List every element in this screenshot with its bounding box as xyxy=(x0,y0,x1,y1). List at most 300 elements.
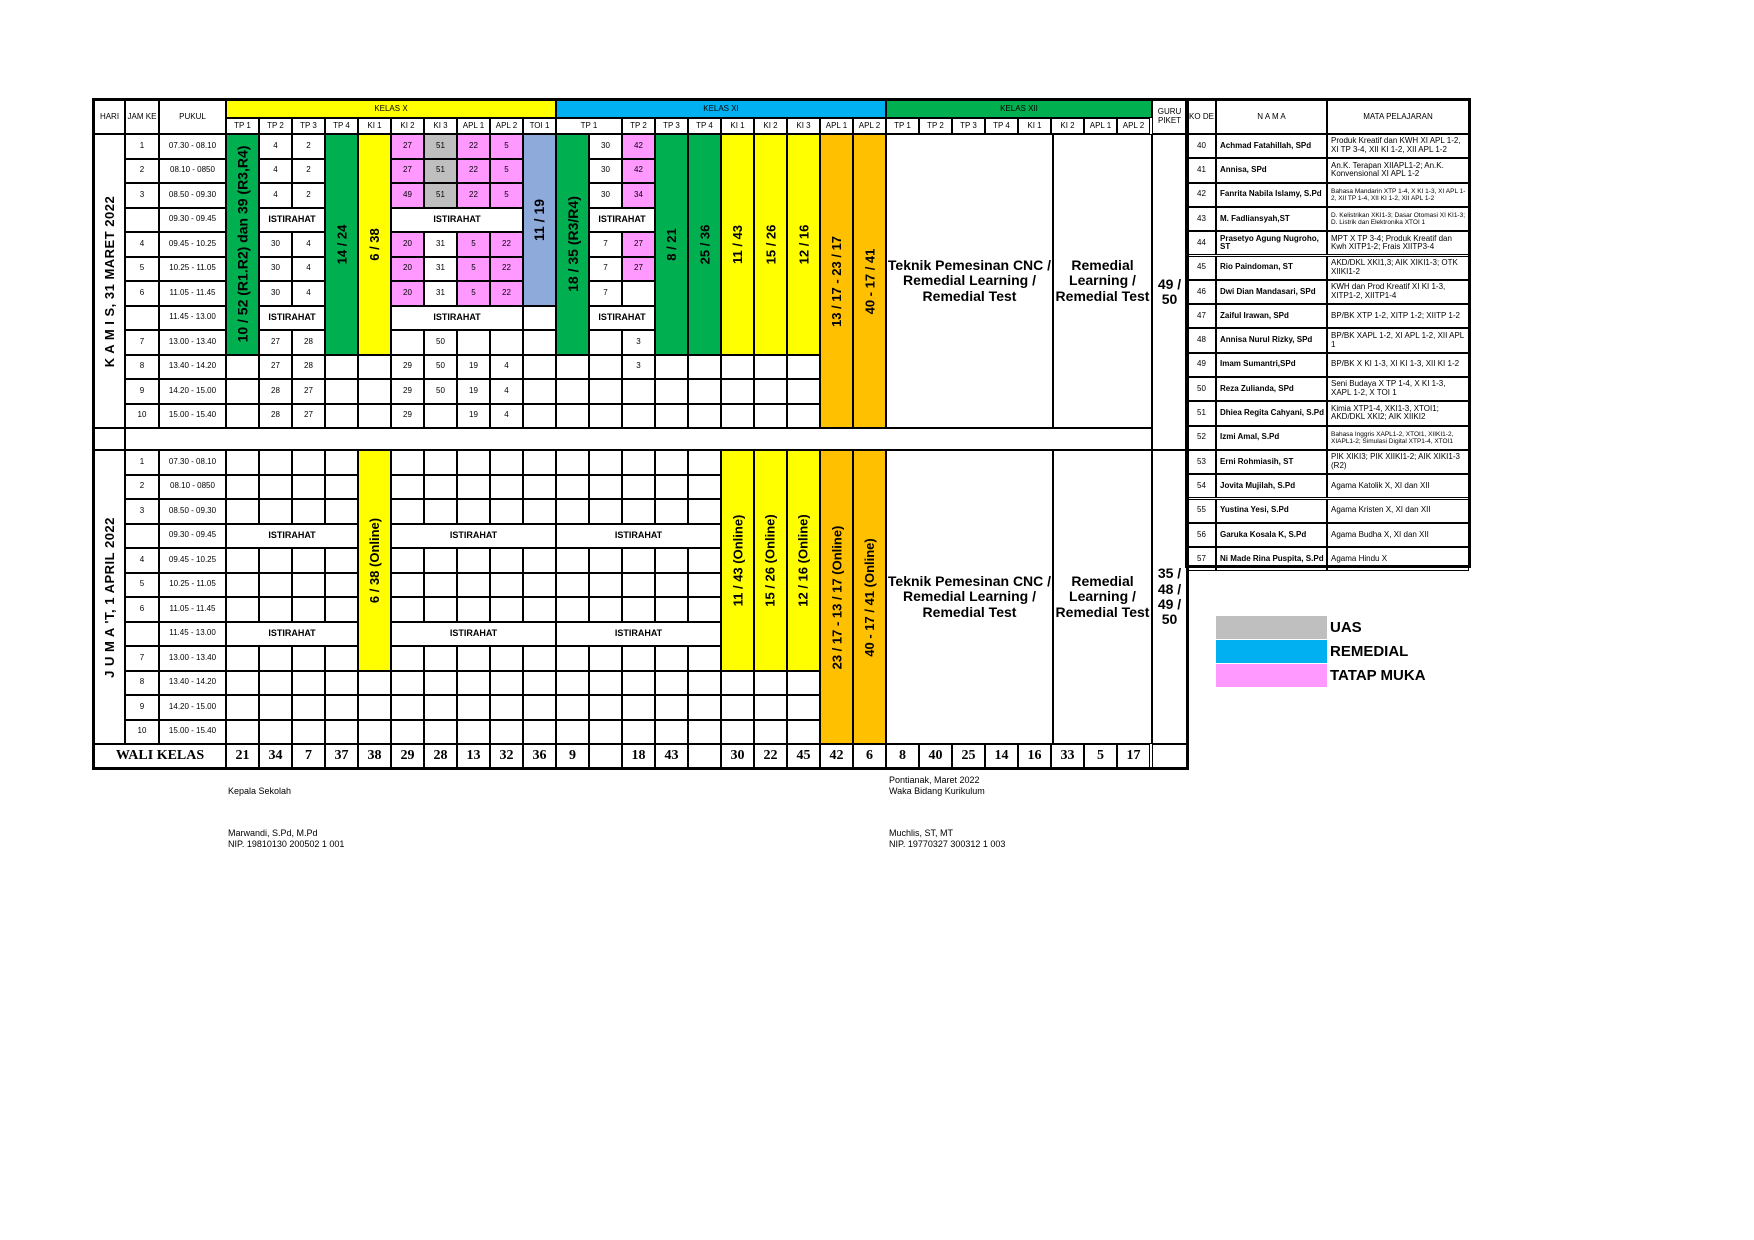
slot-value: 50 xyxy=(424,379,457,404)
vertical-block xyxy=(853,134,886,428)
slot-cell xyxy=(556,695,589,720)
vertical-block xyxy=(721,450,754,671)
slot-cell xyxy=(787,695,820,720)
slot-cell xyxy=(259,646,292,671)
slot-cell xyxy=(589,671,622,696)
wali-kelas-value: 30 xyxy=(721,744,754,768)
slot-cell xyxy=(391,646,424,671)
pukul-cell: 09.45 - 10.25 xyxy=(159,232,226,257)
staff-nama: Imam Sumantri,SPd xyxy=(1216,353,1327,377)
class-header: TOI 1 xyxy=(523,118,556,134)
slot-value xyxy=(457,330,490,355)
pukul-cell: 13.00 - 13.40 xyxy=(159,330,226,355)
slot-value xyxy=(622,404,655,429)
slot-cell xyxy=(391,695,424,720)
slot-cell xyxy=(226,695,259,720)
staff-nama: Rio Paindoman, ST xyxy=(1216,256,1327,280)
istirahat-label: ISTIRAHAT xyxy=(391,306,523,331)
slot-cell xyxy=(622,499,655,524)
slot-cell xyxy=(424,475,457,500)
vertical-block-label: 18 / 35 (R3/R4) xyxy=(564,196,581,293)
slot-cell xyxy=(589,720,622,745)
slot-cell xyxy=(787,404,820,429)
slot-value: 5 xyxy=(490,159,523,184)
jam-cell: 7 xyxy=(125,330,159,355)
class-header: TP 3 xyxy=(655,118,688,134)
slot-value xyxy=(589,330,622,355)
slot-cell xyxy=(325,379,358,404)
vertical-block xyxy=(226,134,259,355)
jam-cell: 9 xyxy=(125,379,159,404)
staff-mapel: Bahasa Mandarin XTP 1-4, X KI 1-3, XI APL 1-2, XII TP 1-4, XII KI 1-2, XII APL 1-2 xyxy=(1327,183,1469,207)
slot-cell xyxy=(358,355,391,380)
slot-cell xyxy=(787,720,820,745)
staff-nama: Ni Made Rina Puspita, S.Pd xyxy=(1216,547,1327,571)
wali-kelas-value: 5 xyxy=(1084,744,1117,768)
class-header: KI 1 xyxy=(1018,118,1051,134)
staff-mapel: Agama Hindu X xyxy=(1327,547,1469,571)
vertical-block xyxy=(688,134,721,355)
slot-cell xyxy=(490,450,523,475)
slot-cell xyxy=(457,720,490,745)
class-header: TP 3 xyxy=(952,118,985,134)
slot-cell xyxy=(622,720,655,745)
kepala-sekolah-title: Kepala Sekolah xyxy=(228,786,292,796)
slot-value: 4 xyxy=(490,355,523,380)
slot-cell xyxy=(424,450,457,475)
slot-cell xyxy=(391,720,424,745)
xii-cnc-block: Teknik Pemesinan CNC / Remedial Learning / Remedial Test xyxy=(886,450,1053,744)
vertical-block-label: 6 / 38 xyxy=(367,227,382,261)
slot-value: 3 xyxy=(622,355,655,380)
slot-cell xyxy=(490,695,523,720)
vertical-block xyxy=(853,450,886,744)
vertical-block xyxy=(820,450,853,744)
vertical-block-label: 15 / 26 (Online) xyxy=(763,514,779,607)
slot-value: 5 xyxy=(490,134,523,159)
slot-cell xyxy=(490,597,523,622)
slot-cell xyxy=(754,379,787,404)
slot-cell xyxy=(457,573,490,598)
slot-value: 7 xyxy=(589,232,622,257)
jam-cell: 10 xyxy=(125,720,159,745)
slot-cell xyxy=(655,379,688,404)
header-kode: KO DE xyxy=(1187,100,1216,134)
slot-cell xyxy=(622,597,655,622)
class-header: TP 4 xyxy=(985,118,1018,134)
staff-mapel: BP/BK XTP 1-2, XITP 1-2; XIITP 1-2 xyxy=(1327,304,1469,328)
staff-mapel: Bahasa Inggris XAPL1-2, XTOI1, XIIKI1-2, XIAPL1-2; Simulasi Digital XTP1-4, XTOI1 xyxy=(1327,426,1469,450)
slot-value: 2 xyxy=(292,159,325,184)
vertical-block xyxy=(556,134,589,355)
slot-cell xyxy=(754,404,787,429)
istirahat-label: ISTIRAHAT xyxy=(589,208,655,233)
slot-cell xyxy=(688,671,721,696)
slot-cell xyxy=(655,475,688,500)
slot-cell xyxy=(259,548,292,573)
vertical-block xyxy=(655,134,688,355)
slot-cell xyxy=(622,548,655,573)
slot-cell xyxy=(556,720,589,745)
slot-cell xyxy=(622,671,655,696)
header-kelas-x: KELAS X xyxy=(226,100,556,118)
pukul-cell: 15.00 - 15.40 xyxy=(159,720,226,745)
slot-cell xyxy=(259,720,292,745)
vertical-block-label: 23 / 17 - 13 / 17 (Online) xyxy=(829,525,844,669)
slot-cell xyxy=(688,450,721,475)
staff-kode: 55 xyxy=(1187,499,1216,523)
slot-value: 28 xyxy=(259,404,292,429)
slot-cell xyxy=(688,597,721,622)
staff-nama: Izmi Amal, S.Pd xyxy=(1216,426,1327,450)
vertical-block xyxy=(94,134,125,428)
slot-cell xyxy=(358,404,391,429)
staff-nama: Dhiea Regita Cahyani, S.Pd xyxy=(1216,401,1327,425)
slot-cell xyxy=(523,306,556,331)
slot-cell xyxy=(424,646,457,671)
slot-cell xyxy=(787,671,820,696)
class-header: KI 2 xyxy=(754,118,787,134)
staff-nama: Annisa, SPd xyxy=(1216,158,1327,182)
slot-value: 7 xyxy=(589,281,622,306)
class-header: APL 1 xyxy=(820,118,853,134)
jam-cell: 9 xyxy=(125,695,159,720)
vertical-block xyxy=(787,450,820,671)
slot-cell xyxy=(226,573,259,598)
slot-cell xyxy=(754,671,787,696)
slot-cell xyxy=(490,671,523,696)
istirahat-label: ISTIRAHAT xyxy=(556,622,721,647)
slot-cell xyxy=(325,573,358,598)
class-header: KI 2 xyxy=(391,118,424,134)
slot-cell xyxy=(523,573,556,598)
pukul-cell: 13.40 - 14.20 xyxy=(159,671,226,696)
staff-kode: 45 xyxy=(1187,256,1216,280)
slot-value: 4 xyxy=(259,134,292,159)
pukul-cell: 15.00 - 15.40 xyxy=(159,404,226,429)
slot-cell xyxy=(457,475,490,500)
slot-cell xyxy=(226,355,259,380)
wali-kelas-value: 14 xyxy=(985,744,1018,768)
slot-value: 34 xyxy=(622,183,655,208)
slot-value: 4 xyxy=(259,159,292,184)
staff-mapel: MPT X TP 3-4; Produk Kreatif dan Kwh XITP1-2; Frais XIITP3-4 xyxy=(1327,231,1469,255)
slot-cell xyxy=(688,548,721,573)
class-header: APL 1 xyxy=(457,118,490,134)
wali-kelas-value: 45 xyxy=(787,744,820,768)
slot-cell xyxy=(424,548,457,573)
slot-cell xyxy=(259,499,292,524)
staff-kode: 47 xyxy=(1187,304,1216,328)
slot-cell xyxy=(589,597,622,622)
jam-cell: 6 xyxy=(125,281,159,306)
wali-kelas-value: 33 xyxy=(1051,744,1084,768)
staff-mapel: Agama Budha X, XI dan XII xyxy=(1327,523,1469,547)
slot-value: 3 xyxy=(622,330,655,355)
slot-cell xyxy=(556,646,589,671)
vertical-block xyxy=(358,134,391,355)
slot-cell xyxy=(226,597,259,622)
slot-cell xyxy=(226,404,259,429)
legend-swatch xyxy=(1216,664,1327,687)
slot-cell xyxy=(325,499,358,524)
wali-kelas-label: WALI KELAS xyxy=(94,744,226,768)
slot-cell xyxy=(424,720,457,745)
slot-cell xyxy=(325,646,358,671)
kepala-sekolah-nip: NIP. 19810130 200502 1 001 xyxy=(228,839,345,849)
slot-cell xyxy=(292,450,325,475)
slot-cell xyxy=(523,475,556,500)
pukul-cell: 09.30 - 09.45 xyxy=(159,208,226,233)
slot-cell xyxy=(457,548,490,573)
xii-cnc-block: Teknik Pemesinan CNC / Remedial Learning / Remedial Test xyxy=(886,134,1053,428)
slot-value: 31 xyxy=(424,281,457,306)
slot-value: 27 xyxy=(292,404,325,429)
slot-cell xyxy=(325,450,358,475)
slot-cell xyxy=(688,646,721,671)
istirahat-label: ISTIRAHAT xyxy=(259,208,325,233)
vertical-block-label: 10 / 52 (R1.R2) dan 39 (R3,R4) xyxy=(234,145,251,343)
staff-mapel: An.K. Terapan XIIAPL1-2; An.K. Konvensional XI APL 1-2 xyxy=(1327,158,1469,182)
slot-value: 27 xyxy=(391,159,424,184)
staff-mapel: BP/BK X KI 1-3, XI KI 1-3, XII KI 1-2 xyxy=(1327,353,1469,377)
slot-value: 19 xyxy=(457,404,490,429)
slot-cell xyxy=(358,671,391,696)
slot-cell xyxy=(226,379,259,404)
istirahat-label: ISTIRAHAT xyxy=(391,622,556,647)
slot-cell xyxy=(490,720,523,745)
class-header: TP 4 xyxy=(325,118,358,134)
vertical-block-label: 40 - 17 / 41 (Online) xyxy=(862,537,877,657)
wali-kelas-value xyxy=(688,744,721,768)
slot-value: 29 xyxy=(391,404,424,429)
slot-value: 20 xyxy=(391,281,424,306)
slot-cell xyxy=(226,475,259,500)
staff-kode: 40 xyxy=(1187,134,1216,158)
slot-value xyxy=(490,330,523,355)
slot-value: 30 xyxy=(259,232,292,257)
slot-value xyxy=(424,404,457,429)
slot-cell xyxy=(259,671,292,696)
legend-swatch xyxy=(1216,616,1327,639)
slot-value xyxy=(391,330,424,355)
slot-value: 30 xyxy=(589,183,622,208)
slot-cell xyxy=(589,548,622,573)
vertical-block-label: K A M I S, 31 MARET 2022 xyxy=(102,195,118,367)
slot-cell xyxy=(226,450,259,475)
class-header: TP 4 xyxy=(688,118,721,134)
staff-nama: Achmad Fatahillah, SPd xyxy=(1216,134,1327,158)
wali-kelas-value: 7 xyxy=(292,744,325,768)
wali-kelas-value: 32 xyxy=(490,744,523,768)
slot-value: 22 xyxy=(490,257,523,282)
slot-cell xyxy=(754,695,787,720)
staff-mapel: AKD/DKL XKI1,3; AIK XIKI1-3; OTK XIIKI1-2 xyxy=(1327,256,1469,280)
staff-kode: 54 xyxy=(1187,474,1216,498)
waka-kurikulum-name: Muchlis, ST, MT xyxy=(889,828,954,838)
pukul-cell: 11.05 - 11.45 xyxy=(159,281,226,306)
staff-nama: Annisa Nurul Rizky, SPd xyxy=(1216,328,1327,352)
istirahat-label: ISTIRAHAT xyxy=(391,524,556,549)
slot-value: 31 xyxy=(424,232,457,257)
staff-kode: 52 xyxy=(1187,426,1216,450)
vertical-block-label: 6 / 38 (Online) xyxy=(367,517,382,603)
slot-cell xyxy=(226,499,259,524)
vertical-block-label: 12 / 16 xyxy=(796,224,812,265)
guru-piket-day1: 49 / 50 xyxy=(1152,134,1187,450)
slot-cell xyxy=(721,355,754,380)
slot-value: 4 xyxy=(490,379,523,404)
slot-cell xyxy=(556,573,589,598)
slot-cell xyxy=(688,695,721,720)
slot-cell xyxy=(292,720,325,745)
vertical-block xyxy=(820,134,853,428)
staff-mapel: D. Kelistrikan XKI1-3; Dasar Otomasi XI KI1-3; D. Listrik dan Elektronika XTOI 1 xyxy=(1327,207,1469,231)
slot-value xyxy=(589,404,622,429)
staff-mapel: KWH dan Prod Kreatif XI KI 1-3, XITP1-2, XIITP1-4 xyxy=(1327,280,1469,304)
slot-cell xyxy=(391,475,424,500)
slot-cell xyxy=(292,475,325,500)
slot-cell xyxy=(622,475,655,500)
header-mapel: MATA PELAJARAN xyxy=(1327,100,1469,134)
slot-cell xyxy=(655,450,688,475)
pukul-cell: 14.20 - 15.00 xyxy=(159,379,226,404)
vertical-block-label: J U M A 'T, 1 APRIL 2022 xyxy=(102,516,118,678)
slot-value: 50 xyxy=(424,355,457,380)
slot-value: 22 xyxy=(490,281,523,306)
staff-kode: 46 xyxy=(1187,280,1216,304)
wali-kelas-value xyxy=(589,744,622,768)
staff-kode: 44 xyxy=(1187,231,1216,255)
slot-cell xyxy=(523,597,556,622)
slot-value xyxy=(589,355,622,380)
slot-value: 28 xyxy=(292,355,325,380)
slot-cell xyxy=(259,695,292,720)
slot-value xyxy=(589,379,622,404)
slot-cell xyxy=(292,548,325,573)
class-header: APL 2 xyxy=(1117,118,1150,134)
slot-value: 29 xyxy=(391,379,424,404)
staff-kode: 57 xyxy=(1187,547,1216,571)
slot-cell xyxy=(358,720,391,745)
slot-cell xyxy=(556,450,589,475)
wali-kelas-value: 16 xyxy=(1018,744,1051,768)
slot-cell xyxy=(688,475,721,500)
jam-cell: 5 xyxy=(125,257,159,282)
slot-cell xyxy=(688,573,721,598)
slot-cell xyxy=(325,671,358,696)
staff-nama: Yustina Yesi, S.Pd xyxy=(1216,499,1327,523)
vertical-block xyxy=(523,134,556,306)
pukul-cell: 07.30 - 08.10 xyxy=(159,134,226,159)
vertical-block xyxy=(325,134,358,355)
pukul-cell: 11.45 - 13.00 xyxy=(159,306,226,331)
wali-kelas-value: 6 xyxy=(853,744,886,768)
staff-nama: M. Fadliansyah,ST xyxy=(1216,207,1327,231)
legend-label: TATAP MUKA xyxy=(1330,667,1426,684)
slot-cell xyxy=(457,450,490,475)
slot-value: 51 xyxy=(424,134,457,159)
slot-cell xyxy=(358,379,391,404)
slot-cell xyxy=(523,671,556,696)
class-header: TP 1 xyxy=(226,118,259,134)
slot-cell xyxy=(457,671,490,696)
slot-value: 19 xyxy=(457,355,490,380)
header-guru-piket: GURU PIKET xyxy=(1152,100,1187,134)
staff-kode: 48 xyxy=(1187,328,1216,352)
vertical-block-label: 8 / 21 xyxy=(664,227,679,261)
slot-cell xyxy=(655,573,688,598)
jam-cell xyxy=(125,524,159,549)
slot-value: 4 xyxy=(490,404,523,429)
slot-value: 30 xyxy=(259,257,292,282)
class-header: TP 2 xyxy=(622,118,655,134)
slot-cell xyxy=(325,355,358,380)
class-header: TP 3 xyxy=(292,118,325,134)
slot-value: 22 xyxy=(457,159,490,184)
slot-cell xyxy=(655,720,688,745)
header-kelas-xi: KELAS XI xyxy=(556,100,886,118)
guru-piket-day2: 35 / 48 / 49 / 50 xyxy=(1152,450,1187,744)
wali-kelas-value: 38 xyxy=(358,744,391,768)
slot-cell xyxy=(556,671,589,696)
vertical-block xyxy=(358,450,391,671)
istirahat-label: ISTIRAHAT xyxy=(391,208,523,233)
slot-cell xyxy=(556,499,589,524)
vertical-block xyxy=(754,450,787,671)
vertical-block-label: 25 / 36 xyxy=(697,224,713,265)
slot-value: 27 xyxy=(391,134,424,159)
slot-cell xyxy=(292,695,325,720)
slot-cell xyxy=(424,695,457,720)
slot-cell xyxy=(556,475,589,500)
slot-cell xyxy=(523,499,556,524)
kepala-sekolah-name: Marwandi, S.Pd, M.Pd xyxy=(228,828,318,838)
slot-cell xyxy=(523,695,556,720)
slot-cell xyxy=(226,720,259,745)
slot-cell xyxy=(655,646,688,671)
pukul-cell: 08.50 - 09.30 xyxy=(159,183,226,208)
slot-cell xyxy=(292,646,325,671)
wali-kelas-value: 21 xyxy=(226,744,259,768)
staff-nama: Erni Rohmiasih, ST xyxy=(1216,450,1327,474)
pukul-cell: 14.20 - 15.00 xyxy=(159,695,226,720)
slot-value: 22 xyxy=(457,183,490,208)
slot-cell xyxy=(754,720,787,745)
wali-kelas-value: 43 xyxy=(655,744,688,768)
slot-value: 51 xyxy=(424,183,457,208)
staff-kode: 53 xyxy=(1187,450,1216,474)
pukul-cell: 09.30 - 09.45 xyxy=(159,524,226,549)
pukul-cell: 09.45 - 10.25 xyxy=(159,548,226,573)
slot-cell xyxy=(787,379,820,404)
slot-cell xyxy=(292,597,325,622)
vertical-block-label: 15 / 26 xyxy=(763,224,779,265)
pukul-cell: 07.30 - 08.10 xyxy=(159,450,226,475)
staff-nama: Reza Zulianda, SPd xyxy=(1216,377,1327,401)
slot-cell xyxy=(721,695,754,720)
slot-cell xyxy=(490,646,523,671)
wali-kelas-value: 8 xyxy=(886,744,919,768)
header-hari: HARI xyxy=(94,100,125,134)
jam-cell: 1 xyxy=(125,450,159,475)
wali-kelas-value: 37 xyxy=(325,744,358,768)
pukul-cell: 13.40 - 14.20 xyxy=(159,355,226,380)
staff-mapel: Produk Kreatif dan KWH XI APL 1-2, XI TP 3-4, XII KI 1-2, XII APL 1-2 xyxy=(1327,134,1469,158)
slot-value xyxy=(622,379,655,404)
staff-mapel: Kimia XTP1-4, XKI1-3, XTOI1; AKD/DKL XKI2; AIK XIIKI2 xyxy=(1327,401,1469,425)
pukul-cell: 11.45 - 13.00 xyxy=(159,622,226,647)
